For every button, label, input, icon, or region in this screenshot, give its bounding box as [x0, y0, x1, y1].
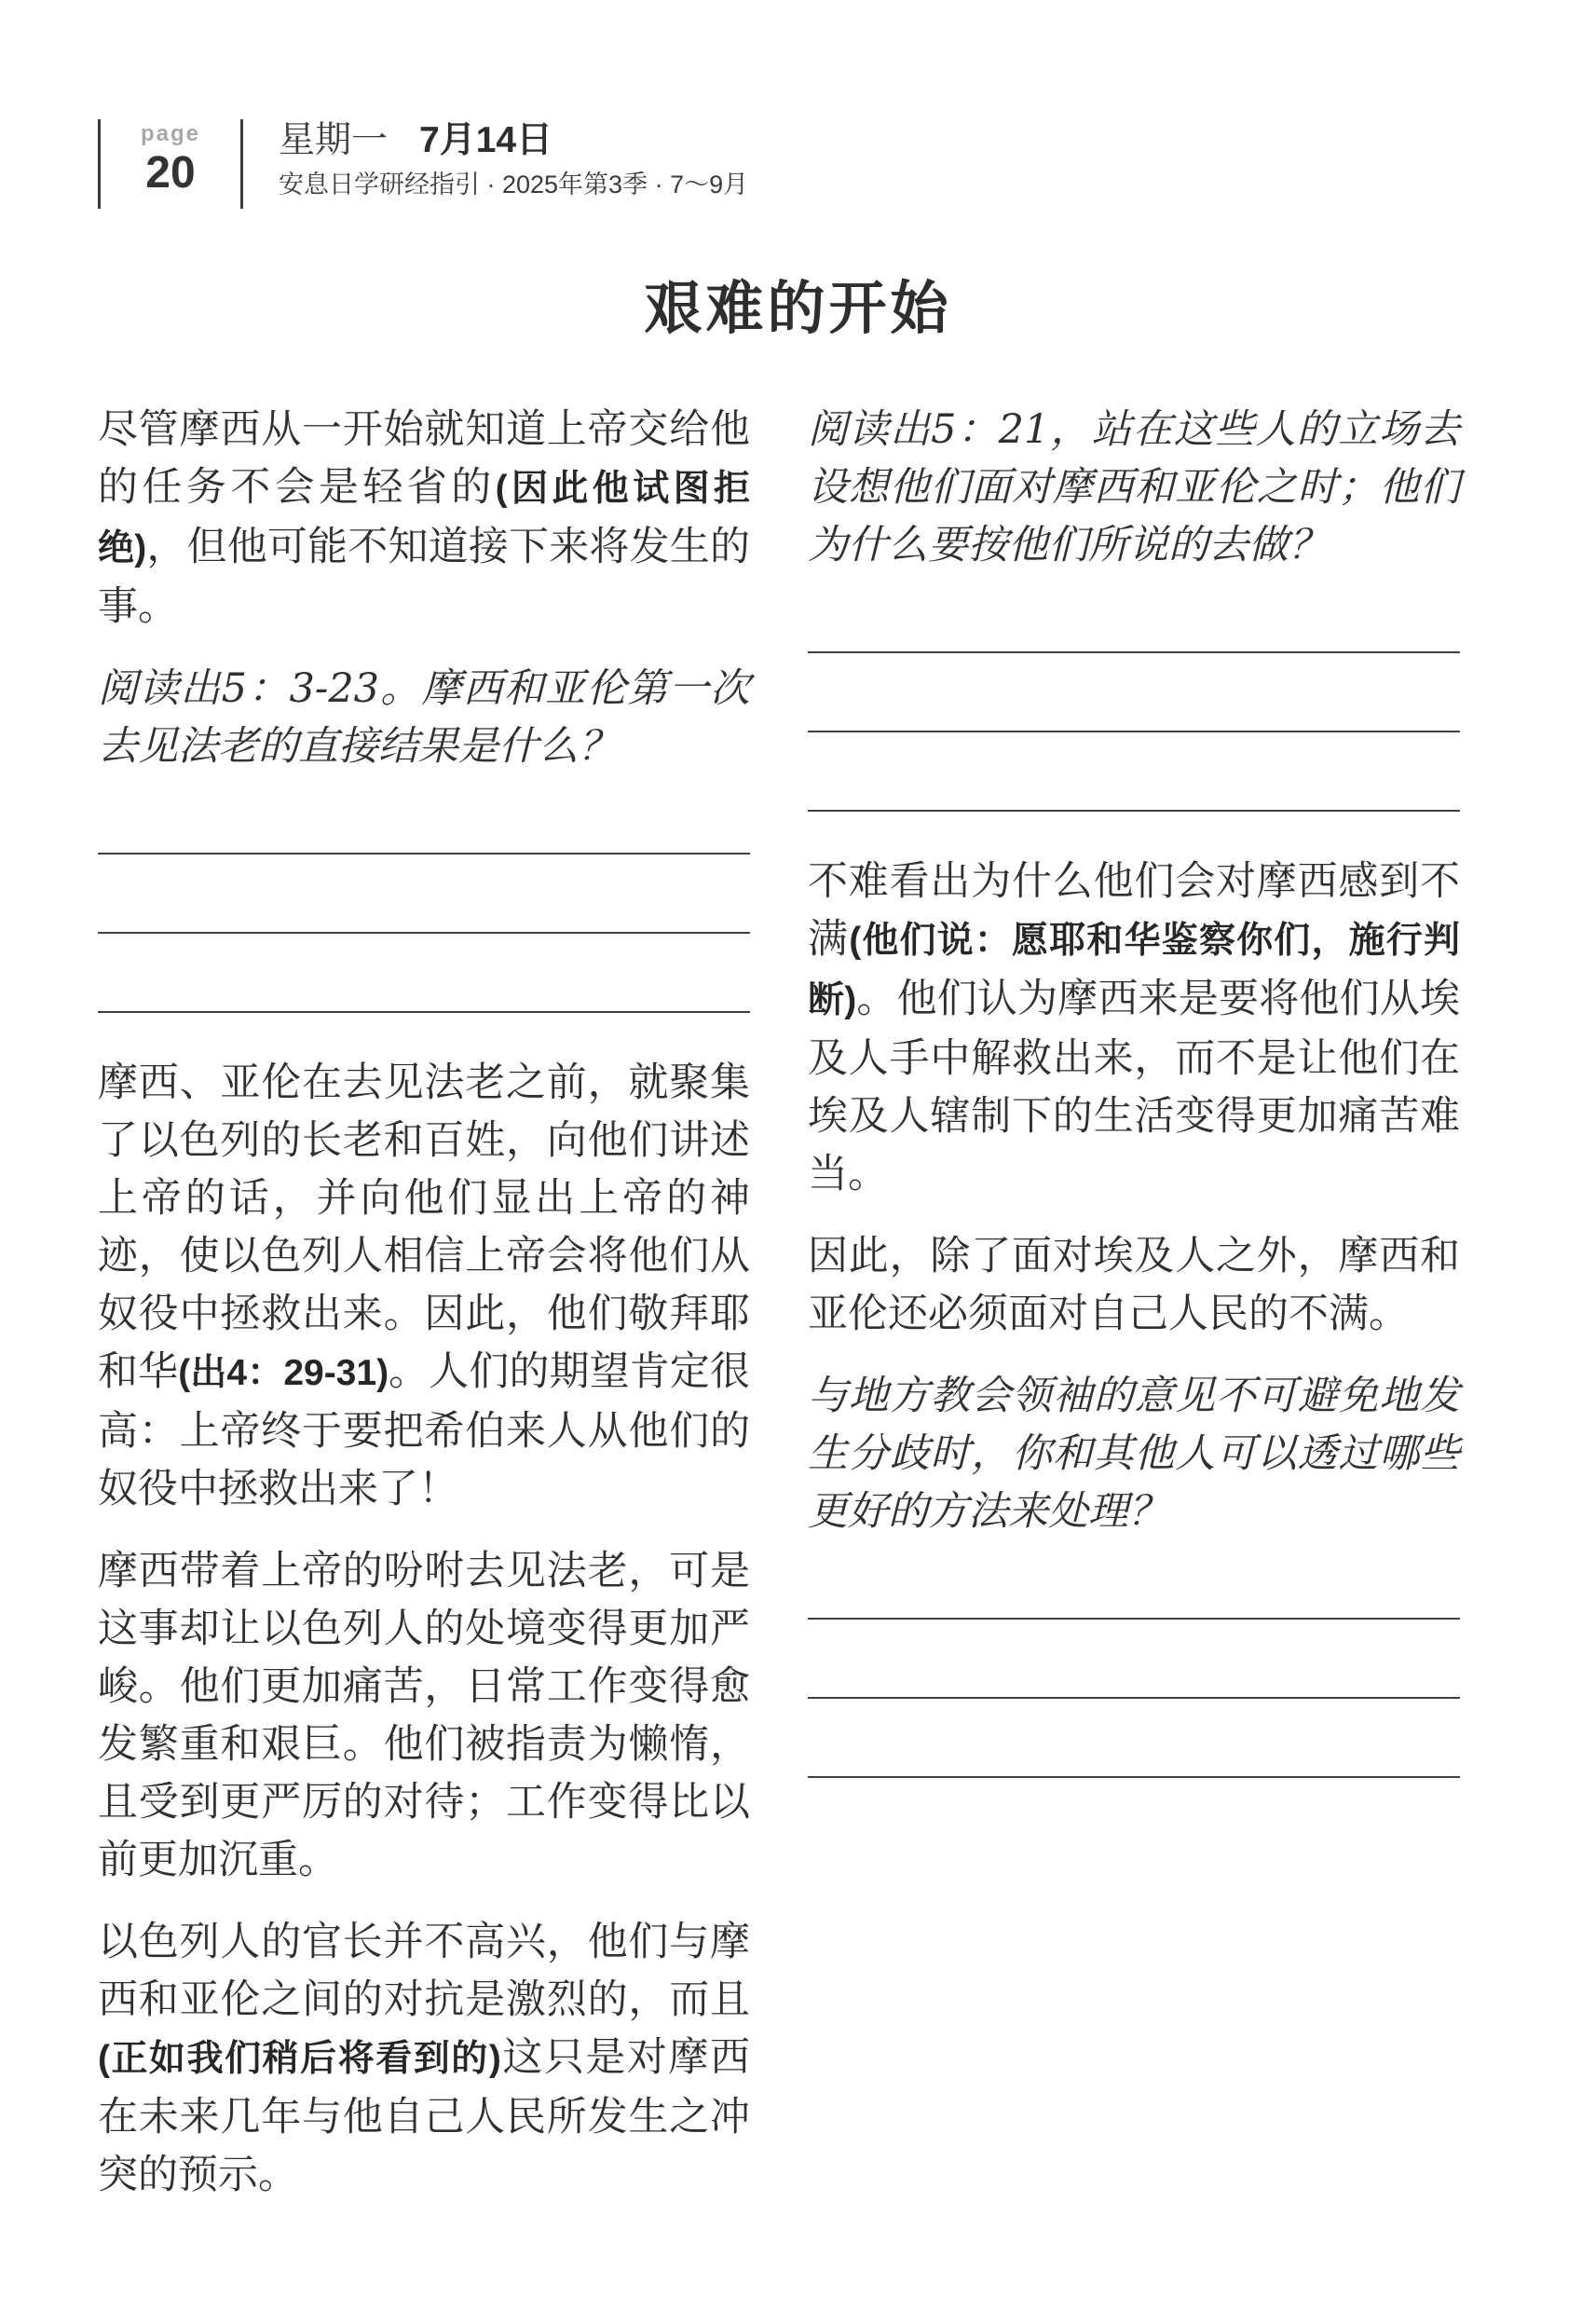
- answer-blank-line: [808, 574, 1460, 653]
- body-paragraph: [808, 1227, 1460, 1343]
- answer-lines-group: [808, 574, 1460, 812]
- left-column: [98, 401, 750, 2228]
- answer-blank-line: [98, 775, 750, 855]
- body-paragraph: [98, 401, 750, 636]
- day-row: [279, 119, 748, 162]
- guide-subtitle: 安息日学研经指引 · 2025年第3季 · 7～9月: [279, 171, 749, 198]
- answer-blank-line: [808, 1540, 1460, 1620]
- paragraph-text: 不难看出为什么他们会对摩西感到不满: [808, 859, 1460, 962]
- body-paragraph: [98, 1054, 750, 1518]
- weekday-label: 星期一: [279, 120, 389, 160]
- page-number: 20: [145, 148, 196, 198]
- study-question: 阅读出5：21，站在这些人的立场去设想他们面对摩西和亚伦之时；他们为什么要按他们所说的去做？: [808, 406, 1460, 568]
- lesson-title: 艰难的开始: [644, 274, 952, 342]
- right-column: [808, 401, 1460, 1819]
- answer-blank-line: [808, 653, 1460, 732]
- bold-note-text: (正如我们稍后将看到的): [98, 2039, 501, 2079]
- page-number-block: [101, 119, 240, 209]
- bold-note-text: (他们说：愿耶和华鉴察你们，施行判断): [808, 921, 1460, 1020]
- body-paragraph: [98, 1542, 750, 1889]
- page-header: [98, 119, 748, 209]
- answer-blank-line: [808, 1620, 1460, 1699]
- paragraph-text: 摩西、亚伦在去见法老之前，就聚集了以色列的长老和百姓，向他们讲述上帝的话，并向他们显出上帝的神迹，使以色列人相信上帝会将他们从奴役中拯救出来。因此，他们敬拜耶和华: [98, 1060, 750, 1394]
- paragraph-text: 因此，除了面对埃及人之外，摩西和亚伦还必须面对自己人民的不满。: [808, 1234, 1460, 1336]
- paragraph-text: 以色列人的官长并不高兴，他们与摩西和亚伦之间的对抗是激烈的，而且: [98, 1920, 750, 2022]
- body-paragraph: [98, 1913, 750, 2204]
- answer-lines-group: [98, 775, 750, 1013]
- date-label: 7月14日: [419, 120, 553, 160]
- paragraph-text: 这只是对摩西在未来几年与他自己人民所发生之冲突的预示。: [98, 2035, 750, 2197]
- study-question: 与地方教会领袖的意见不可避免地发生分歧时，你和其他人可以透过哪些更好的方法来处理？: [808, 1373, 1460, 1535]
- page-label: page: [140, 121, 200, 146]
- day-block: [243, 119, 748, 209]
- paragraph-text: ，但他可能不知道接下来将发生的事。: [98, 525, 750, 629]
- paragraph-text: 摩西带着上帝的吩咐去见法老，可是这事却让以色列人的处境变得更加严峻。他们更加痛苦，日常工作变得愈发繁重和艰巨。他们被指责为懒惰，且受到更严厉的对待；工作变得比以前更加沉重。: [98, 1549, 750, 1882]
- answer-blank-line: [808, 732, 1460, 812]
- study-question: 阅读出5：3-23。摩西和亚伦第一次去见法老的直接结果是什么？: [98, 665, 750, 770]
- answer-lines-group: [808, 1540, 1460, 1778]
- paragraph-text: 尽管摩西从一开始就知道上帝交给他的任务不会是轻省的: [98, 407, 750, 510]
- bold-note-text: (因此他试图拒绝): [98, 469, 750, 568]
- answer-blank-line: [98, 855, 750, 934]
- answer-blank-line: [98, 934, 750, 1013]
- paragraph-text: 。他们认为摩西来是要将他们从埃及人手中解救出来，而不是让他们在埃及人辖制下的生活变得更加痛苦难当。: [808, 977, 1460, 1197]
- body-paragraph: [808, 853, 1460, 1203]
- paragraph-text: 。人们的期望肯定很高：上帝终于要把希伯来人从他们的奴役中拯救出来了！: [98, 1349, 751, 1511]
- answer-blank-line: [808, 1699, 1460, 1778]
- bold-note-text: (出4：29-31): [178, 1353, 389, 1393]
